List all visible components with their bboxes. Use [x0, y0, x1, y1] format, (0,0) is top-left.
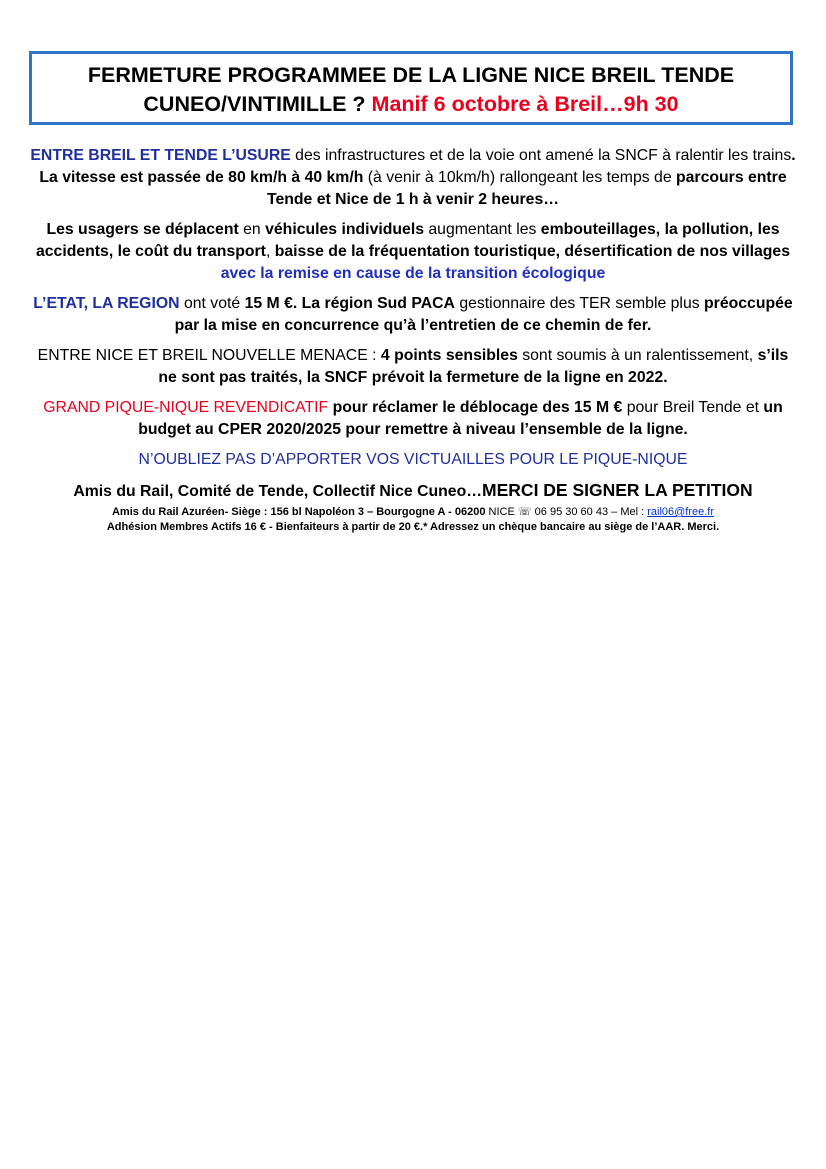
- p5-text-d: un budget au CPER 2020/2025 pour remettre à niveau l’ensemble de la ligne.: [138, 399, 783, 438]
- p2-text-b: en: [238, 221, 266, 238]
- p3-text-e: préoccupée par la mise en concurrence qu’à l’entretien de ce chemin de fer.: [174, 295, 793, 334]
- title-line-2: [32, 90, 790, 119]
- p3-text-d: gestionnaire des TER semble plus: [454, 295, 705, 312]
- document-body: [30, 145, 796, 535]
- email-link[interactable]: rail06@free.fr: [647, 506, 715, 518]
- p2-text-h: avec la remise en cause de la transition écologique: [220, 265, 606, 282]
- p4-text-d: sont soumis à un ralentissement,: [517, 347, 758, 364]
- paragraph-usure: [30, 145, 796, 211]
- p3-text-c: 15 M €. La région Sud PACA: [244, 295, 455, 312]
- paragraph-usagers: [30, 219, 796, 285]
- title-line-2-black: CUNEO/VINTIMILLE ?: [143, 92, 372, 116]
- p3-text-b: ont voté: [179, 295, 245, 312]
- signature-text: Amis du Rail, Comité de Tende, Collectif Nice Cuneo…: [73, 483, 483, 500]
- title-line-1: FERMETURE PROGRAMMEE DE LA LIGNE NICE BREIL TENDE: [87, 63, 735, 87]
- p4-text-c: 4 points sensibles: [380, 347, 518, 364]
- p2-text-a: Les usagers se déplacent: [46, 221, 239, 238]
- paragraph-etat-region: [30, 293, 796, 337]
- p1-text-c: . La vitesse est passée de 80 km/h à 40 km/h: [39, 147, 796, 186]
- p4-text-e: s’ils ne sont pas traités, la SNCF prévoit la fermeture de la ligne en 2022.: [158, 347, 789, 386]
- title-event: Manif 6 octobre à Breil…9h 30: [371, 92, 679, 116]
- p2-text-f: ,: [265, 243, 275, 260]
- p2-text-g: baisse de la fréquentation touristique, désertification de nos villages: [274, 243, 791, 260]
- p5-text-c: pour Breil Tende et: [622, 399, 764, 416]
- paragraph-victuailles: N’OUBLIEZ PAS D’APPORTER VOS VICTUAILLES POUR LE PIQUE-NIQUE: [138, 451, 688, 468]
- p5-heading: GRAND PIQUE-NIQUE REVENDICATIF: [43, 399, 329, 416]
- petition-call: MERCI DE SIGNER LA PETITION: [482, 480, 753, 500]
- p4-heading: ENTRE NICE ET BREIL NOUVELLE MENACE: [37, 347, 368, 364]
- footer-city: NICE: [485, 506, 518, 518]
- telephone-icon: ☏: [517, 506, 532, 518]
- signature-line: [30, 479, 796, 503]
- p2-text-c: véhicules individuels: [265, 221, 424, 238]
- p5-text-b: pour réclamer le déblocage des 15 M €: [328, 399, 623, 416]
- footer-membership: Adhésion Membres Actifs 16 € - Bienfaiteurs à partir de 20 €.* Adressez un chèque bancaire au siège de l’AAR. Merci.: [106, 521, 720, 533]
- footer-phone: 06 95 30 60 43 – Mel :: [531, 506, 648, 518]
- paragraph-pique-nique: [30, 397, 796, 441]
- p2-text-d: augmentant les: [424, 221, 541, 238]
- p3-heading: L’ETAT, LA REGION: [33, 295, 180, 312]
- paragraph-nice-breil: [30, 345, 796, 389]
- footer-contact: [30, 505, 796, 520]
- title-box: [29, 51, 793, 125]
- p1-text-b: des infrastructures et de la voie ont amené la SNCF à ralentir les trains: [290, 147, 792, 164]
- p1-text-e: parcours entre Tende et Nice de 1 h à venir 2 heures…: [266, 169, 787, 208]
- footer-address: Amis du Rail Azuréen- Siège : 156 bl Napoléon 3 – Bourgogne A - 06200: [111, 506, 486, 518]
- p1-text-d: (à venir à 10km/h) rallongeant les temps de: [363, 169, 676, 186]
- p2-text-e: embouteillages, la pollution, les accidents, le coût du transport: [35, 221, 780, 260]
- p4-text-b: :: [367, 347, 381, 364]
- p1-heading: ENTRE BREIL ET TENDE L’USURE: [30, 147, 291, 164]
